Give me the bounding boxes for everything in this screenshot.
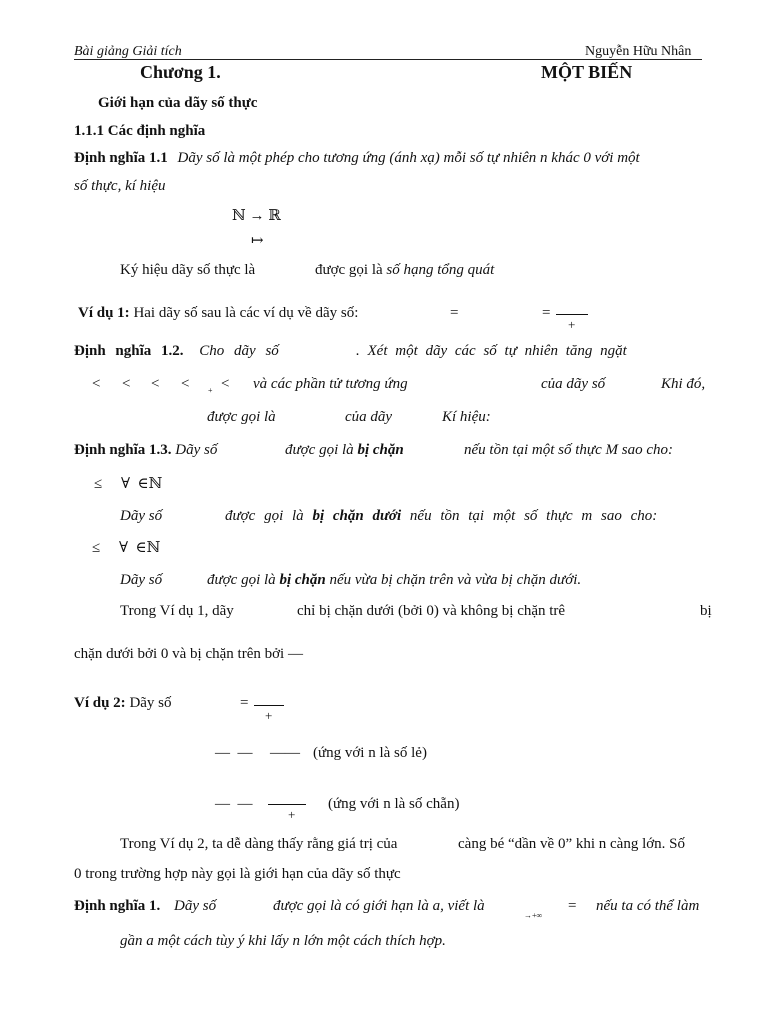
header-rule xyxy=(74,59,702,60)
def-1-2-line2-c: Khi đó, xyxy=(661,376,706,392)
def-1-3-pre: Dãy số xyxy=(175,442,218,458)
example-2-even-plus: + xyxy=(288,807,296,822)
def-1-3-condition2: ≤ ∀ ∈ℕ xyxy=(92,540,161,556)
def-1-3-both-post: nếu vừa bị chặn trên và vừa bị chặn dưới. xyxy=(329,572,582,588)
bounded-example-line1-b: chỉ bị chặn dưới (bởi 0) và không bị chặn trê xyxy=(297,603,566,619)
def-1-2-lt5: < xyxy=(221,376,230,392)
def-1-2-line3-a: được gọi là xyxy=(207,409,276,425)
def-1-3-line1 xyxy=(74,442,217,459)
example-2-plus: + xyxy=(265,708,273,723)
def-1-pre: Dãy số xyxy=(174,898,217,914)
example-1-eq1: = xyxy=(450,305,459,321)
header-author: Nguyễn Hữu Nhân xyxy=(585,44,692,59)
bounded-example-line2-text: chặn dưới bởi 0 và bị chặn trên bởi xyxy=(74,646,285,662)
subsection-title: 1.1.1 Các định nghĩa xyxy=(74,123,206,139)
general-term-mid: được gọi là xyxy=(314,262,383,278)
example-2-line xyxy=(74,695,172,712)
chapter-title: MỘT BIẾN xyxy=(541,62,633,82)
def-1-2-line1-rest: . Xét một dãy các số tự nhiên tăng ngặt xyxy=(356,343,627,359)
def-1-3-both-mid: được gọi là xyxy=(207,572,276,588)
chapter-label: Chương 1. xyxy=(140,62,221,82)
bounded-example-line1-c: bị xyxy=(700,603,712,619)
remark-line1-a: Trong Ví dụ 2, ta dễ dàng thấy rằng giá trị của xyxy=(120,836,398,852)
def-1-mid: được gọi là có giới hạn là a, viết là xyxy=(273,898,485,914)
def-1-2-line1 xyxy=(74,343,279,360)
def-1-3-bounded: bị chặn xyxy=(357,442,404,458)
mapping-arrow: ℕ → ℝ xyxy=(232,208,281,224)
def-1-eq: = xyxy=(568,898,577,914)
section-title: Giới hạn của dãy số thực xyxy=(98,95,258,111)
def-1-3-lower-line xyxy=(225,508,657,525)
def-1-1-line1 xyxy=(74,150,640,167)
def-1-2-lt4: < xyxy=(181,376,190,392)
example-1-line xyxy=(78,305,358,322)
def-1-1-text: Dãy số là một phép cho tương ứng (ánh xạ) mỗi số tự nhiên n khác 0 với một xyxy=(177,150,640,166)
general-term-line xyxy=(120,262,494,279)
def-1-2-line3-c: Kí hiệu: xyxy=(442,409,491,425)
def-1-2-lt1: < xyxy=(92,376,101,392)
def-1-2-line2-text: và các phần tử tương ứng xyxy=(253,376,408,392)
def-1-3-post: nếu tồn tại một số thực M sao cho: xyxy=(464,442,673,458)
example-2-fraction-bar xyxy=(254,705,284,706)
bounded-example-line2 xyxy=(74,646,303,663)
def-1-line2: gần a một cách tùy ý khi lấy n lớn một cách thích hợp. xyxy=(120,933,446,949)
example-2-even-note: (ứng với n là số chẵn) xyxy=(328,796,460,812)
example-1-label: Ví dụ 1: xyxy=(78,305,130,321)
def-1-1-line2: số thực, kí hiệu xyxy=(74,178,166,194)
general-term-pre: Ký hiệu dãy số thực là xyxy=(120,262,256,278)
def-1-2-plus: + xyxy=(208,386,213,395)
def-1-3-mid: được gọi là xyxy=(285,442,354,458)
mapsto-arrow: ↦ xyxy=(251,233,264,249)
def-1-2-cho: Cho dãy số xyxy=(199,343,279,359)
example-2-even-fraction-bar xyxy=(268,804,306,805)
def-1-3-lower-mid: được gọi là xyxy=(225,508,304,524)
def-1-3-both-bold: bị chặn xyxy=(279,572,326,588)
def-1-label: Định nghĩa 1. xyxy=(74,898,161,914)
example-2-eq: = xyxy=(240,695,249,711)
example-2-label: Ví dụ 2: xyxy=(74,695,126,711)
remark-line1-b: càng bé “dần về 0” khi n càng lớn. Số xyxy=(458,836,686,852)
def-1-2-line2-b: của dãy số xyxy=(541,376,606,392)
general-term-name: số hạng tổng quát xyxy=(386,262,495,278)
def-1-2-line3-b: của dãy xyxy=(345,409,393,425)
def-1-3-both-pre: Dãy số xyxy=(120,572,163,588)
example-2-odd-note: (ứng với n là số lẻ) xyxy=(313,745,427,761)
example-2-text: Dãy số xyxy=(129,695,172,711)
def-1-limit-sub: →+∞ xyxy=(524,911,543,920)
def-1-1-label: Định nghĩa 1.1 xyxy=(74,150,168,166)
def-1-2-label: Định nghĩa 1.2. xyxy=(74,343,184,359)
def-1-3-lower-post: nếu tồn tại một số thực m sao cho: xyxy=(409,508,658,524)
example-1-plus: + xyxy=(568,317,576,332)
def-1-3-lower-bold: bị chặn dưới xyxy=(312,508,402,524)
bounded-example-line1-a: Trong Ví dụ 1, dãy xyxy=(120,603,234,619)
def-1-post: nếu ta có thể làm xyxy=(596,898,700,914)
example-2-odd-fraction: —— xyxy=(270,745,300,761)
bounded-example-line2-dash: — xyxy=(287,646,303,662)
def-1-3-lower-pre: Dãy số xyxy=(120,508,163,524)
def-1-3-both-line xyxy=(207,572,581,589)
def-1-3-condition1: ≤ ∀ ∈ℕ xyxy=(94,476,163,492)
remark-line2: 0 trong trường hợp này gọi là giới hạn của dãy số thực xyxy=(74,866,401,882)
def-1-2-lt2: < xyxy=(122,376,131,392)
example-1-eq2: = xyxy=(542,305,551,321)
example-1-fraction-bar xyxy=(556,314,588,315)
def-1-line1 xyxy=(74,898,216,915)
example-2-even-dashes: — — xyxy=(215,796,253,812)
header-course-title: Bài giảng Giải tích xyxy=(74,44,182,59)
def-1-2-lt3: < xyxy=(151,376,160,392)
def-1-3-label: Định nghĩa 1.3. xyxy=(74,442,172,458)
example-2-odd-dashes: — — xyxy=(215,745,253,761)
def-1-3-line1-mid xyxy=(285,442,404,459)
example-1-text: Hai dãy số sau là các ví dụ về dãy số: xyxy=(133,305,359,321)
